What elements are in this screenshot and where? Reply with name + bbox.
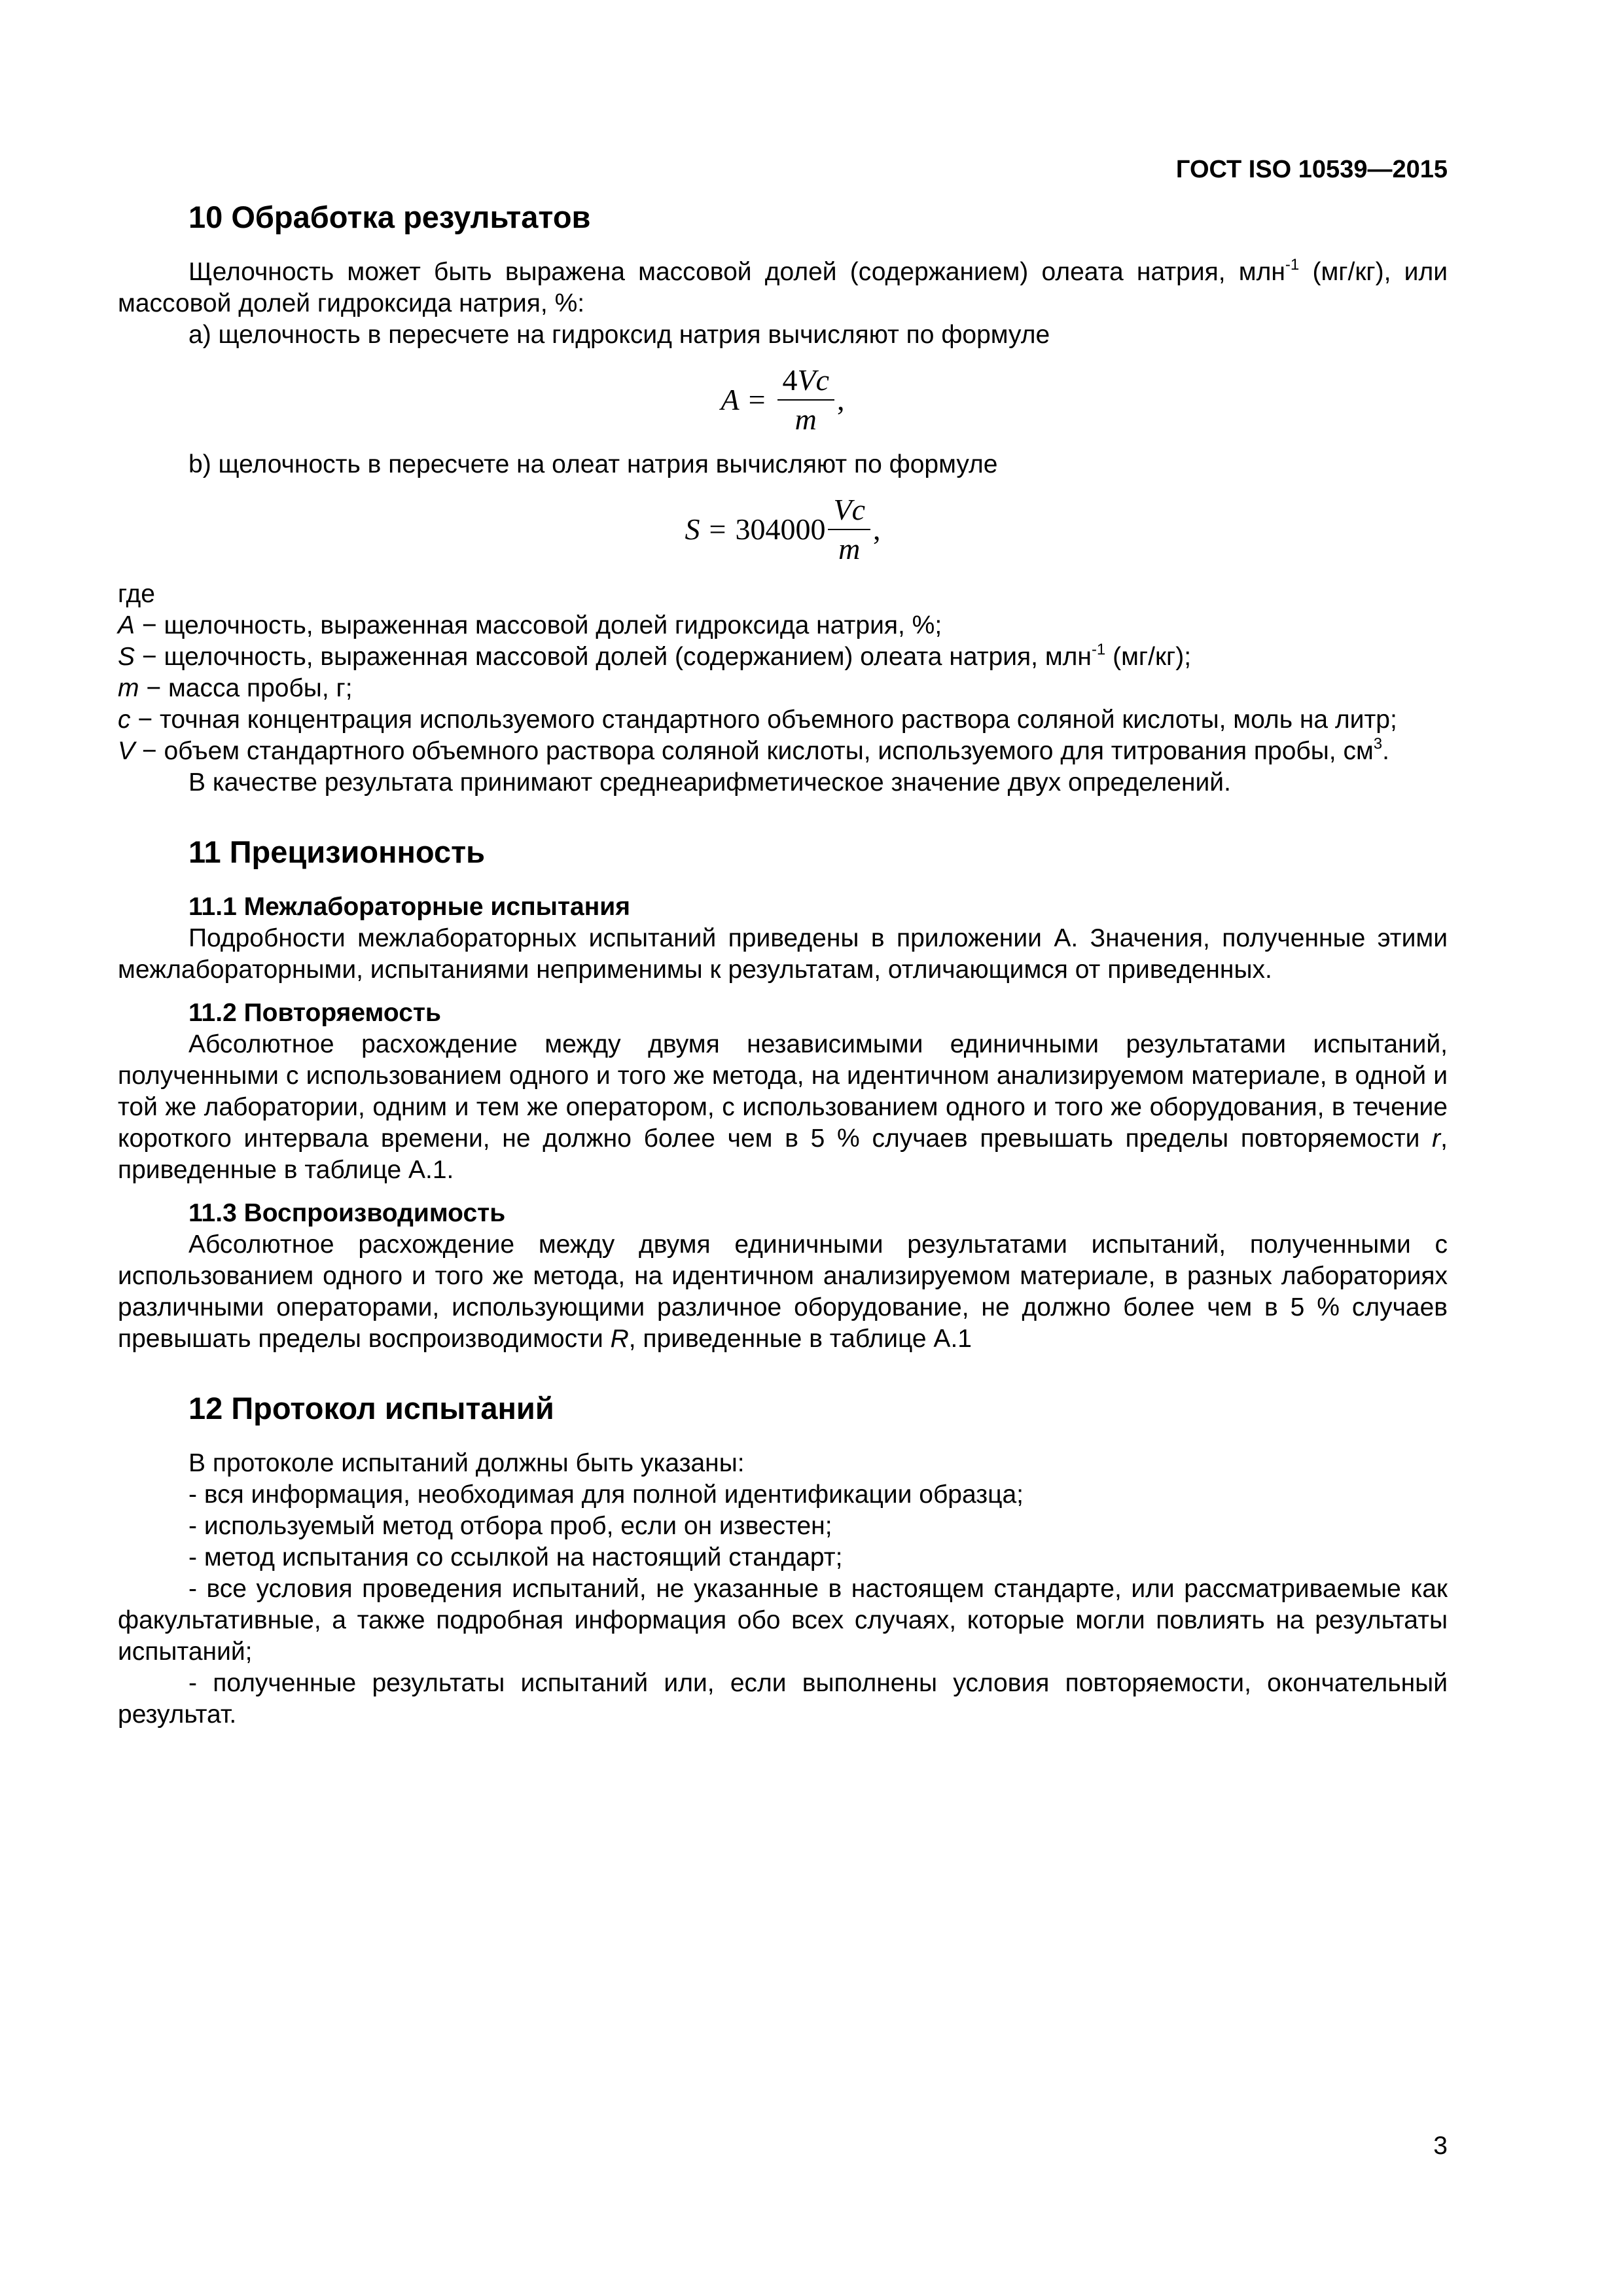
formula-a	[118, 351, 1448, 449]
subsection-11-3-title: 11.3 Воспроизводимость	[188, 1199, 506, 1227]
formula-b-num: Vc	[828, 493, 870, 530]
formula-a-fraction	[777, 364, 835, 436]
item-b-text: b) щелочность в пересчете на олеат натрия вычисляют по формуле	[188, 450, 998, 478]
page-number: 3	[1433, 2132, 1448, 2160]
legend-item-V: V − объем стандартного объемного раствора соляной кислоты, используемого для титрования пробы, $см^3$.	[118, 735, 1389, 765]
subsection-11-2-text: Абсолютное расхождение между двумя независимыми единичными результатами испытаний, полученными с использованием одного и того же метода, на идентичном анализируемом материале, в одной и той же лаборатории, одним и тем же оператором, с использованием одного и того же оборудования, в течение короткого интервала времени, не должно более чем в 5 % случаев превышать пределы повторяемости r, приведенные в таблице А.1.	[118, 1030, 1448, 1184]
formula-a-eq: =	[748, 383, 766, 416]
formula-a-lhs: A	[721, 383, 740, 416]
subsection-11-3-text: Абсолютное расхождение между двумя единичными результатами испытаний, полученными с использованием одного и того же метода, на идентичном анализируемом материале, в разных лабораториях различными операторами, использующими различное оборудование, не должно более чем в 5 % случаев превышать пределы воспроизводимости R, приведенные в таблице А.1	[118, 1230, 1448, 1353]
formula-b-lhs: S	[685, 512, 700, 546]
formula-b-coef: 304000	[735, 512, 826, 546]
formula-b	[118, 480, 1448, 579]
result-text: В качестве результата принимают среднеарифметическое значение двух определений.	[188, 768, 1231, 797]
subsection-11-1-title: 11.1 Межлабораторные испытания	[188, 893, 631, 921]
where-label: где	[118, 580, 155, 608]
protocol-item: - используемый метод отбора проб, если он известен;	[188, 1512, 832, 1540]
formula-b-fraction	[828, 493, 870, 565]
section-10-intro: Щелочность может быть выражена массовой долей (содержанием) олеата натрия, млн$^{-1}$ (мг/кг), или массовой долей гидроксида натрия, %:	[118, 256, 1448, 317]
formula-a-coef: 4	[782, 363, 798, 397]
protocol-intro: В протоколе испытаний должны быть указаны:	[188, 1449, 745, 1477]
section-10-title: 10 Обработка результатов	[188, 200, 591, 234]
formula-a-num: Vc	[797, 363, 830, 397]
legend-item-c: c − точная концентрация используемого стандартного объемного раствора соляной кислоты, моль на литр;	[118, 706, 1397, 734]
formula-a-tail: ,	[837, 383, 845, 416]
page-content	[118, 198, 1448, 1731]
formula-b-den: m	[838, 532, 861, 565]
protocol-item: - все условия проведения испытаний, не указанные в настоящем стандарте, или рассматриваемые как факультативные, а также подробная информация обо всех случаях, которые могли повлиять на результаты испытаний;	[118, 1575, 1448, 1666]
legend-item-S: S − щелочность, выраженная массовой долей (содержанием) олеата натрия, млн$^{-1}$ (мг/кг);	[118, 641, 1192, 671]
legend-item-A: A − щелочность, выраженная массовой долей гидроксида натрия, %;	[118, 611, 942, 639]
standard-header: ГОСТ ISO 10539—2015	[1175, 156, 1448, 183]
item-a-text: а) щелочность в пересчете на гидроксид натрия вычисляют по формуле	[188, 321, 1050, 349]
legend-item-m: m − масса пробы, г;	[118, 674, 353, 702]
formula-a-den: m	[794, 403, 817, 436]
section-12-title: 12 Протокол испытаний	[188, 1391, 554, 1426]
section-11-title: 11 Прецизионность	[188, 834, 486, 869]
subsection-11-1-text: Подробности межлабораторных испытаний приведены в приложении А. Значения, полученные этими межлабораторными, испытаниями неприменимы к результатам, отличающимся от приведенных.	[118, 924, 1448, 984]
protocol-item: - вся информация, необходимая для полной идентификации образца;	[188, 1480, 1024, 1509]
protocol-item: - полученные результаты испытаний или, если выполнены условия повторяемости, окончательный результат.	[118, 1669, 1448, 1729]
formula-b-eq: =	[709, 512, 726, 546]
formula-b-tail: ,	[872, 512, 881, 546]
subsection-11-2-title: 11.2 Повторяемость	[188, 999, 441, 1027]
protocol-item: - метод испытания со ссылкой на настоящий стандарт;	[188, 1543, 843, 1571]
